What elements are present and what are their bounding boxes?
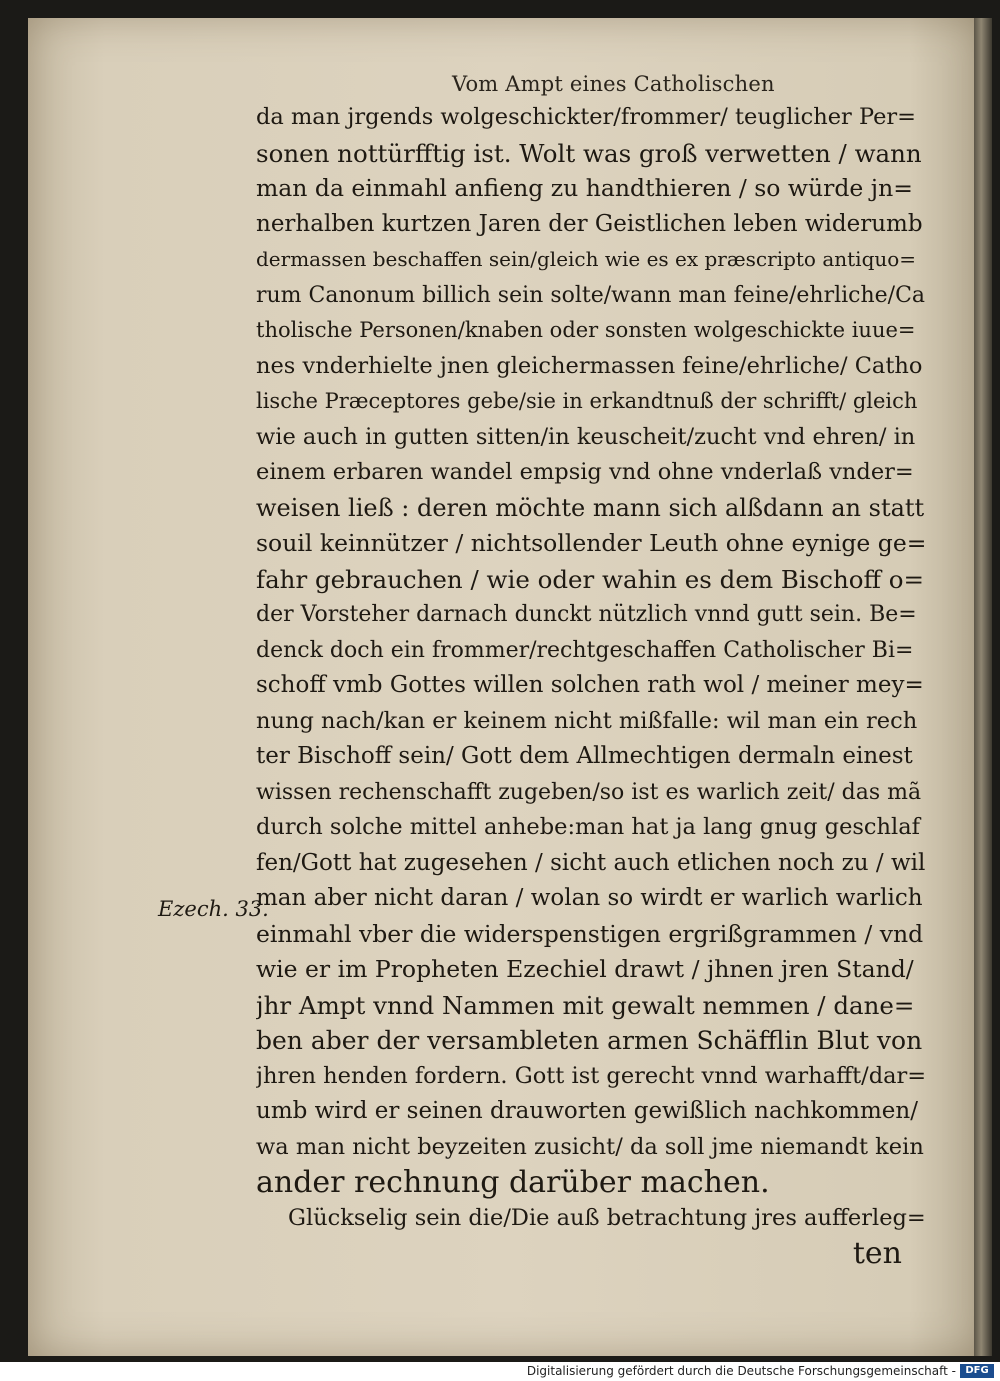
page-binding-edge — [974, 18, 992, 1356]
text-line: einmahl vber die widerspenstigen ergrißgrammen / vnd — [256, 919, 924, 948]
text-line: da man jrgends wolgeschickter/frommer/ teuglicher Per= — [256, 104, 917, 130]
dfg-logo: DFG — [960, 1364, 994, 1378]
footer-bar — [0, 1362, 1000, 1381]
text-line: souil keinnützer / nichtsollender Leuth ohne eynige ge= — [256, 529, 926, 557]
text-line: Glückselig sein die/Die auß betrachtung jres aufferleg= — [288, 1204, 926, 1231]
text-line: man aber nicht daran / wolan so wirdt er warlich warlich — [256, 885, 923, 911]
text-line: man da einmahl anfieng zu handthieren / so würde jn= — [256, 174, 913, 202]
text-line: ter Bischoff sein/ Gott dem Allmechtigen dermaln einest — [256, 743, 913, 769]
text-line: schoff vmb Gottes willen solchen rath wol / meiner mey= — [256, 672, 924, 698]
text-line: nes vnderhielte jnen gleichermassen feine/ehrliche/ Catho — [256, 352, 923, 379]
text-line: wie er im Propheten Ezechiel drawt / jhnen jren Stand/ — [256, 955, 914, 983]
text-line: jhren henden fordern. Gott ist gerecht vnnd warhafft/dar= — [256, 1062, 926, 1089]
text-line: umb wird er seinen drauworten gewißlich nachkommen/ — [256, 1098, 918, 1124]
text-line: dermassen beschaffen sein/gleich wie es ex præscripto antiquo= — [256, 247, 917, 271]
text-line: lische Præceptores gebe/sie in erkandtnuß der schrifft/ gleich — [256, 389, 918, 413]
margin-note: Ezech. 33. — [158, 897, 269, 921]
text-line: fahr gebrauchen / wie oder wahin es dem Bischoff o= — [256, 564, 925, 594]
text-line: der Vorsteher darnach dunckt nützlich vnnd gutt sein. Be= — [256, 602, 917, 627]
text-line: tholische Personen/knaben oder sonsten wolgeschickte iuue= — [256, 318, 916, 342]
catchword: ten — [852, 1236, 902, 1271]
text-line: rum Canonum billich sein solte/wann man feine/ehrliche/Ca — [256, 282, 926, 308]
text-line: wie auch in gutten sitten/in keuscheit/zucht vnd ehren/ in — [256, 423, 916, 450]
text-line: einem erbaren wandel empsig vnd ohne vnderlaß vnder= — [256, 459, 914, 485]
footer-credit: Digitalisierung gefördert durch die Deutsche Forschungsgemeinschaft - — [526, 1364, 956, 1378]
text-line: ander rechnung darüber machen. — [256, 1165, 770, 1200]
text-line: ben aber der versambleten armen Schäfflin Blut von — [256, 1026, 923, 1055]
text-line: jhr Ampt vnnd Nammen mit gewalt nemmen / dane= — [256, 990, 915, 1020]
text-block — [256, 100, 926, 1272]
text-line: fen/Gott hat zugesehen / sicht auch etlichen noch zu / wil — [256, 849, 926, 876]
text-line: wa man nicht beyzeiten zusicht/ da soll jme niemandt kein — [256, 1133, 924, 1160]
text-line: weisen ließ : deren möchte mann sich alßdann an statt — [256, 493, 925, 522]
text-line: wissen rechenschafft zugeben/so ist es warlich zeit/ das mã — [256, 779, 922, 805]
running-head: Vom Ampt eines Catholischen — [452, 72, 775, 96]
text-line: durch solche mittel anhebe:man hat ja lang gnug geschlaf — [256, 814, 920, 840]
text-line: denck doch ein frommer/rechtgeschaffen Catholischer Bi= — [256, 637, 914, 663]
text-line: sonen nottürfftig ist. Wolt was groß verwetten / wann — [256, 138, 922, 168]
text-line: nerhalben kurtzen Jaren der Geistlichen leben widerumb — [256, 210, 923, 237]
text-line: nung nach/kan er keinem nicht mißfalle: wil man ein rech — [256, 707, 918, 734]
